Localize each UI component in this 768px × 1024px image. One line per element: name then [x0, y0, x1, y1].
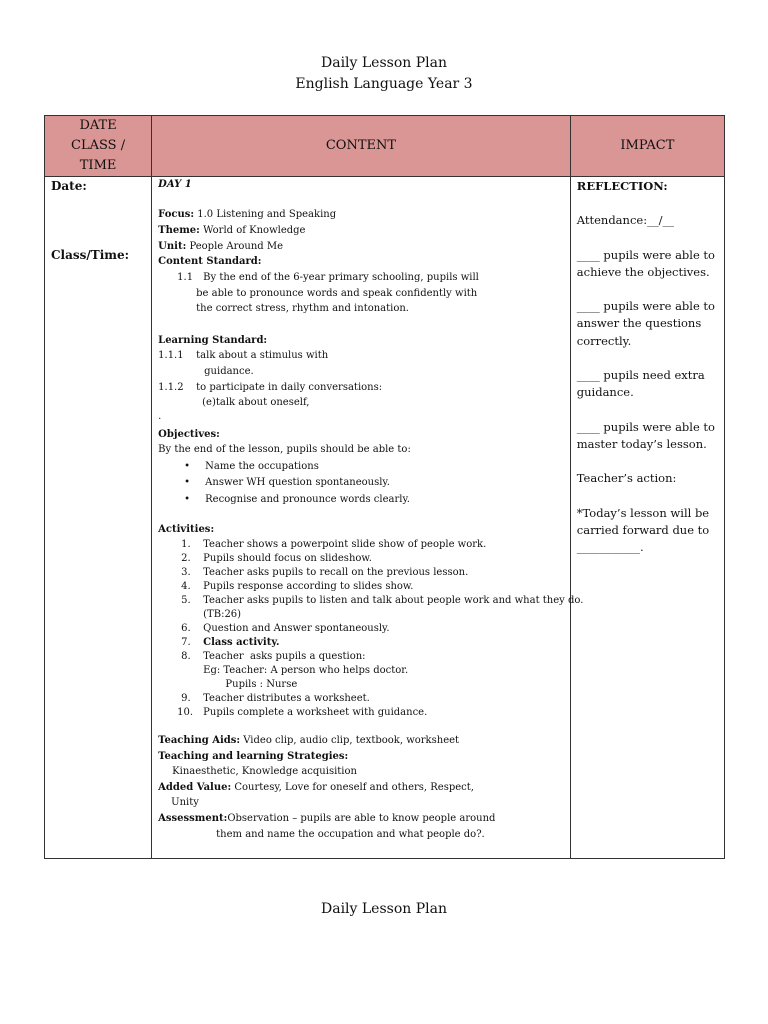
- activity-number: 4.: [181, 581, 191, 592]
- activity-number: 2.: [181, 553, 191, 564]
- activity-item: Teacher asks pupils a question:: [203, 651, 366, 662]
- theme-label: Theme:: [158, 225, 200, 236]
- objective-item: Recognise and pronounce words clearly.: [205, 494, 410, 505]
- focus-value: 1.0 Listening and Speaking: [197, 209, 337, 220]
- activity-number: 10.: [177, 707, 194, 718]
- added-value-2: Unity: [171, 797, 199, 808]
- activity-item: Pupils : Nurse: [203, 679, 298, 690]
- focus-label: Focus:: [158, 209, 195, 220]
- teaching-aids-value: Video clip, audio clip, textbook, worksheet: [243, 735, 460, 746]
- impact-cell: [570, 177, 724, 859]
- teaching-aids-label: Teaching Aids:: [158, 735, 241, 746]
- cs-line-3: the correct stress, rhythm and intonation.: [196, 303, 409, 314]
- ls1-line-2: guidance.: [204, 366, 254, 377]
- header-date-class-time: [45, 116, 152, 177]
- lesson-plan-table: [44, 115, 725, 859]
- theme-line: [158, 224, 305, 238]
- assessment-label: Assessment:: [158, 813, 228, 824]
- activity-item: Teacher asks pupils to listen and talk about people work and what they do.: [203, 595, 584, 606]
- day-label: DAY 1: [158, 179, 192, 190]
- stray-dot: .: [158, 411, 162, 422]
- cs-line-2: be able to pronounce words and speak confidently with: [196, 288, 478, 299]
- carry-forward-line: *Today’s lesson will be carried forward due to ___________.: [576, 505, 710, 555]
- content-standard-label: Content Standard:: [158, 256, 262, 267]
- activity-number: 1.: [181, 539, 191, 550]
- table-header-row: [45, 116, 725, 177]
- focus-line: [158, 208, 336, 222]
- assessment-1: Observation – pupils are able to know people around: [227, 813, 496, 824]
- teacher-action-label: Teacher’s action:: [576, 471, 677, 486]
- bullet-icon: •: [184, 494, 191, 505]
- activity-item: Eg: Teacher: A person who helps doctor.: [203, 665, 409, 676]
- activity-item: (TB:26): [203, 609, 242, 620]
- header-class: CLASS /: [71, 138, 126, 153]
- unit-label: Unit:: [158, 241, 187, 252]
- bullet-icon: •: [184, 477, 191, 488]
- bullet-icon: •: [184, 461, 191, 472]
- header-time: TIME: [79, 158, 117, 173]
- learning-standard-label: Learning Standard:: [158, 335, 268, 346]
- date-class-cell: [45, 177, 152, 859]
- assessment-line: [158, 812, 495, 826]
- impact-line-master: ____ pupils were able to master today’s lesson.: [576, 419, 715, 451]
- assessment-2: them and name the occupation and what people do?.: [216, 829, 485, 840]
- activity-item: Question and Answer spontaneously.: [203, 623, 390, 634]
- table-body-row: [45, 177, 725, 859]
- ls2-number: 1.1.2: [158, 382, 184, 393]
- activity-item: Pupils complete a worksheet with guidance.: [203, 707, 428, 718]
- reflection-label: REFLECTION:: [576, 179, 668, 193]
- activity-item: Class activity.: [203, 637, 280, 648]
- activity-item: Pupils should focus on slideshow.: [203, 553, 372, 564]
- activity-number: 6.: [181, 623, 191, 634]
- objectives-label: Objectives:: [158, 429, 220, 440]
- activity-number: 8.: [181, 651, 191, 662]
- activity-item: Teacher asks pupils to recall on the previous lesson.: [203, 567, 469, 578]
- ls1-number: 1.1.1: [158, 350, 184, 361]
- added-value-line: [158, 781, 474, 795]
- added-value-label: Added Value:: [158, 782, 232, 793]
- activity-number: 7.: [181, 637, 191, 648]
- footer-title: Daily Lesson Plan: [321, 901, 447, 917]
- activity-number: 5.: [181, 595, 191, 606]
- added-value-1: Courtesy, Love for oneself and others, Respect,: [234, 782, 474, 793]
- class-time-label: Class/Time:: [51, 248, 130, 262]
- attendance-line: Attendance:__/__: [576, 213, 674, 228]
- objectives-intro: By the end of the lesson, pupils should be able to:: [158, 444, 411, 455]
- ls2-line-2: (e)talk about oneself,: [202, 397, 310, 408]
- impact-line-objectives: ____ pupils were able to achieve the objectives.: [576, 247, 715, 279]
- teaching-aids-line: [158, 734, 459, 748]
- strategies-label: Teaching and learning Strategies:: [158, 751, 349, 762]
- document-title: Daily Lesson Plan: [321, 55, 447, 71]
- activity-item: Teacher shows a powerpoint slide show of people work.: [203, 539, 487, 550]
- objective-item: Answer WH question spontaneously.: [205, 477, 390, 488]
- theme-value: World of Knowledge: [203, 225, 306, 236]
- ls2-line-1: to participate in daily conversations:: [196, 382, 383, 393]
- activity-item: Teacher distributes a worksheet.: [203, 693, 370, 704]
- content-cell: [152, 177, 584, 859]
- activity-item: Pupils response according to slides show.: [203, 581, 414, 592]
- header-impact: IMPACT: [570, 116, 724, 177]
- impact-line-questions: ____ pupils were able to answer the questions correctly.: [576, 299, 715, 348]
- activities-label: Activities:: [158, 524, 215, 535]
- objective-item: Name the occupations: [205, 461, 319, 472]
- header-content: CONTENT: [152, 116, 571, 177]
- unit-value: People Around Me: [189, 241, 284, 252]
- impact-line-guidance: ____ pupils need extra guidance.: [576, 368, 705, 400]
- activity-number: 3.: [181, 567, 191, 578]
- activity-number: 9.: [181, 693, 191, 704]
- unit-line: [158, 240, 283, 254]
- cs-line-1: By the end of the 6-year primary schooling, pupils will: [203, 272, 479, 283]
- document-subtitle: English Language Year 3: [295, 76, 473, 92]
- header-date: DATE: [79, 118, 117, 133]
- ls1-line-1: talk about a stimulus with: [196, 350, 329, 361]
- cs-number: 1.1: [177, 272, 194, 283]
- strategies-value: Kinaesthetic, Knowledge acquisition: [172, 766, 357, 777]
- date-label: Date:: [51, 179, 87, 193]
